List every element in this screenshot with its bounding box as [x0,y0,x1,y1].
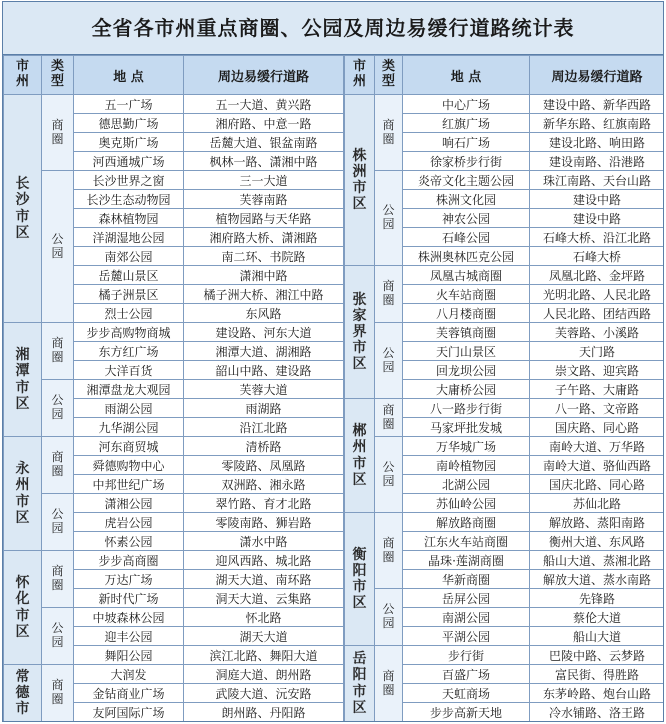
header-city: 市州 [345,56,375,95]
city-cell: 郴州市区 [345,399,375,513]
type-cell: 商圈 [375,513,403,589]
type-cell: 商圈 [375,646,403,722]
location-cell: 南湖公园 [403,608,530,627]
header-city: 市州 [4,56,42,95]
table-row [345,266,665,285]
road-cell: 富民街、得胜路 [530,665,665,684]
location-cell: 百盛广场 [403,665,530,684]
header-type: 类型 [375,56,403,95]
location-cell: 新时代广场 [74,589,184,608]
table-row [345,437,665,456]
road-cell: 人民北路、团结西路 [530,304,665,323]
location-cell: 奥克斯广场 [74,133,184,152]
road-cell: 解放大道、蒸水南路 [530,570,665,589]
road-cell: 建设中路 [530,209,665,228]
location-cell: 大洋百货 [74,361,184,380]
location-cell: 天门山景区 [403,342,530,361]
location-cell: 雨湖公园 [74,399,184,418]
header-road: 周边易缓行道路 [530,56,665,95]
location-cell: 晶珠·莲湖商圈 [403,551,530,570]
road-cell: 苏仙北路 [530,494,665,513]
road-cell: 芙蓉路、小溪路 [530,323,665,342]
table-row [4,494,344,513]
table-row [4,551,344,570]
road-cell: 巴陵中路、云梦路 [530,646,665,665]
location-cell: 中心广场 [403,95,530,114]
type-cell: 商圈 [42,323,74,380]
city-cell: 怀化市区 [4,551,42,665]
location-cell: 芙蓉镇商圈 [403,323,530,342]
location-cell: 河西通城广场 [74,152,184,171]
location-cell: 马家坪批发城 [403,418,530,437]
road-cell: 洞庭大道、朗州路 [184,665,344,684]
location-cell: 万达广场 [74,570,184,589]
location-cell: 大庸桥公园 [403,380,530,399]
type-cell: 公园 [375,171,403,266]
table-row [345,399,665,418]
location-cell: 五一广场 [74,95,184,114]
road-cell: 滨江北路、舞阳大道 [184,646,344,665]
location-cell: 洋湖湿地公园 [74,228,184,247]
location-cell: 徐家桥步行街 [403,152,530,171]
road-cell: 国庆路、同心路 [530,418,665,437]
location-cell: 响石广场 [403,133,530,152]
table-row [345,646,665,665]
type-cell: 商圈 [375,399,403,437]
road-cell: 国庆北路、同心路 [530,475,665,494]
road-cell: 子午路、大庸路 [530,380,665,399]
road-cell: 衡州大道、东风路 [530,532,665,551]
type-cell: 商圈 [375,266,403,323]
location-cell: 解放路商圈 [403,513,530,532]
location-cell: 迎丰公园 [74,627,184,646]
location-cell: 株洲文化园 [403,190,530,209]
location-cell: 友阿国际广场 [74,703,184,722]
city-cell: 常德市 [4,665,42,722]
road-cell: 潇湘中路 [184,266,344,285]
table-row [4,323,344,342]
road-cell: 零陵路、凤凰路 [184,456,344,475]
road-cell: 蔡伦大道 [530,608,665,627]
location-cell: 炎帝文化主题公园 [403,171,530,190]
location-cell: 步步高商圈 [74,551,184,570]
road-cell: 芙蓉南路 [184,190,344,209]
table-row [4,608,344,627]
location-cell: 长沙世界之窗 [74,171,184,190]
road-cell: 橘子洲大桥、湘江中路 [184,285,344,304]
road-cell: 三一大道 [184,171,344,190]
road-cell: 沿江北路 [184,418,344,437]
location-cell: 红旗广场 [403,114,530,133]
type-cell: 公园 [42,171,74,323]
city-cell: 岳阳市区 [345,646,375,722]
road-cell: 东茅岭路、炮台山路 [530,684,665,703]
road-cell: 冷水铺路、洛王路 [530,703,665,722]
city-cell: 衡阳市区 [345,513,375,646]
road-cell: 武陵大道、沅安路 [184,684,344,703]
road-cell: 船山大道 [530,627,665,646]
table-row [4,171,344,190]
road-cell: 湖天大道、南环路 [184,570,344,589]
location-cell: 舜德购物中心 [74,456,184,475]
location-cell: 石峰公园 [403,228,530,247]
location-cell: 八月楼商圈 [403,304,530,323]
table-row [345,171,665,190]
road-cell: 东风路 [184,304,344,323]
type-cell: 商圈 [42,437,74,494]
road-cell: 先锋路 [530,589,665,608]
location-cell: 江东火车站商圈 [403,532,530,551]
table-row [345,513,665,532]
road-cell: 岳麓大道、银盆南路 [184,133,344,152]
road-cell: 天门路 [530,342,665,361]
location-cell: 步行街 [403,646,530,665]
table-row [345,95,665,114]
road-cell: 船山大道、蒸湘北路 [530,551,665,570]
road-cell: 朗州路、丹阳路 [184,703,344,722]
table-row [345,589,665,608]
location-cell: 岳麓山景区 [74,266,184,285]
location-cell: 天虹商场 [403,684,530,703]
road-cell: 石峰大桥、沿江北路 [530,228,665,247]
location-cell: 株洲奥林匹克公园 [403,247,530,266]
header-type: 类型 [42,56,74,95]
road-cell: 南二环、书院路 [184,247,344,266]
road-cell: 迎风西路、城北路 [184,551,344,570]
table-title: 全省各市州重点商圈、公园及周边易缓行道路统计表 [3,2,663,55]
road-cell: 洞天大道、云集路 [184,589,344,608]
city-cell: 张家界市区 [345,266,375,399]
location-cell: 大润发 [74,665,184,684]
location-cell: 回龙坝公园 [403,361,530,380]
location-cell: 火车站商圈 [403,285,530,304]
type-cell: 公园 [375,323,403,399]
road-cell: 崇文路、迎宾路 [530,361,665,380]
road-cell: 南岭大道、万华路 [530,437,665,456]
road-cell: 建设路、河东大道 [184,323,344,342]
table-row [4,95,344,114]
location-cell: 舞阳公园 [74,646,184,665]
road-cell: 零陵南路、狮岩路 [184,513,344,532]
location-cell: 南郊公园 [74,247,184,266]
city-cell: 永州市区 [4,437,42,551]
road-cell: 湘府路、中意一路 [184,114,344,133]
location-cell: 潇湘公园 [74,494,184,513]
location-cell: 苏仙岭公园 [403,494,530,513]
road-cell: 解放路、蒸阳南路 [530,513,665,532]
header-road: 周边易缓行道路 [184,56,344,95]
location-cell: 步步高新天地 [403,703,530,722]
location-cell: 北湖公园 [403,475,530,494]
road-cell: 清桥路 [184,437,344,456]
road-cell: 南岭大道、骆仙西路 [530,456,665,475]
road-cell: 五一大道、黄兴路 [184,95,344,114]
location-cell: 东方红广场 [74,342,184,361]
location-cell: 森林植物园 [74,209,184,228]
left-table [3,55,344,722]
road-cell: 新华东路、红旗南路 [530,114,665,133]
location-cell: 平湖公园 [403,627,530,646]
type-cell: 公园 [375,589,403,646]
city-cell: 湘潭市区 [4,323,42,437]
type-cell: 商圈 [42,551,74,608]
location-cell: 九华湖公园 [74,418,184,437]
location-cell: 八一路步行街 [403,399,530,418]
road-cell: 建设中路 [530,190,665,209]
road-cell: 建设南路、沿港路 [530,152,665,171]
road-cell: 八一路、文帝路 [530,399,665,418]
road-cell: 湖天大道 [184,627,344,646]
type-cell: 公园 [375,437,403,513]
table-row [4,437,344,456]
road-cell: 双洲路、湘永路 [184,475,344,494]
location-cell: 怀素公园 [74,532,184,551]
right-table [344,55,664,722]
road-cell: 建设北路、响田路 [530,133,665,152]
location-cell: 华新商圈 [403,570,530,589]
location-cell: 岳屏公园 [403,589,530,608]
table-row [345,323,665,342]
table-row [4,380,344,399]
road-cell: 建设中路、新华西路 [530,95,665,114]
location-cell: 德思勤广场 [74,114,184,133]
type-cell: 公园 [42,494,74,551]
table-row [4,665,344,684]
location-cell: 中邦世纪广场 [74,475,184,494]
location-cell: 河东商贸城 [74,437,184,456]
header-location: 地 点 [403,56,530,95]
city-cell: 长沙市区 [4,95,42,323]
location-cell: 烈士公园 [74,304,184,323]
road-cell: 韶山中路、建设路 [184,361,344,380]
road-cell: 湘潭大道、湖湘路 [184,342,344,361]
location-cell: 橘子洲景区 [74,285,184,304]
road-cell: 凤凰北路、金坪路 [530,266,665,285]
type-cell: 商圈 [42,665,74,722]
type-cell: 商圈 [375,95,403,171]
location-cell: 万华城广场 [403,437,530,456]
type-cell: 商圈 [42,95,74,171]
location-cell: 虎岩公园 [74,513,184,532]
location-cell: 神农公园 [403,209,530,228]
road-cell: 植物园路与天华路 [184,209,344,228]
location-cell: 中坡森林公园 [74,608,184,627]
road-cell: 芙蓉大道 [184,380,344,399]
location-cell: 湘潭盘龙大观园 [74,380,184,399]
city-cell: 株洲市区 [345,95,375,266]
road-cell: 枫林一路、潇湘中路 [184,152,344,171]
road-cell: 怀北路 [184,608,344,627]
road-cell: 珠江南路、天台山路 [530,171,665,190]
road-cell: 湘府路大桥、潇湘路 [184,228,344,247]
location-cell: 长沙生态动物园 [74,190,184,209]
road-cell: 潇水中路 [184,532,344,551]
road-cell: 石峰大桥 [530,247,665,266]
header-location: 地 点 [74,56,184,95]
location-cell: 金钻商业广场 [74,684,184,703]
road-cell: 光明北路、人民北路 [530,285,665,304]
road-cell: 雨湖路 [184,399,344,418]
statistics-table [2,1,664,722]
type-cell: 公园 [42,608,74,665]
location-cell: 凤凰古城商圈 [403,266,530,285]
type-cell: 公园 [42,380,74,437]
location-cell: 南岭植物园 [403,456,530,475]
location-cell: 步步高购物商城 [74,323,184,342]
road-cell: 翠竹路、育才北路 [184,494,344,513]
